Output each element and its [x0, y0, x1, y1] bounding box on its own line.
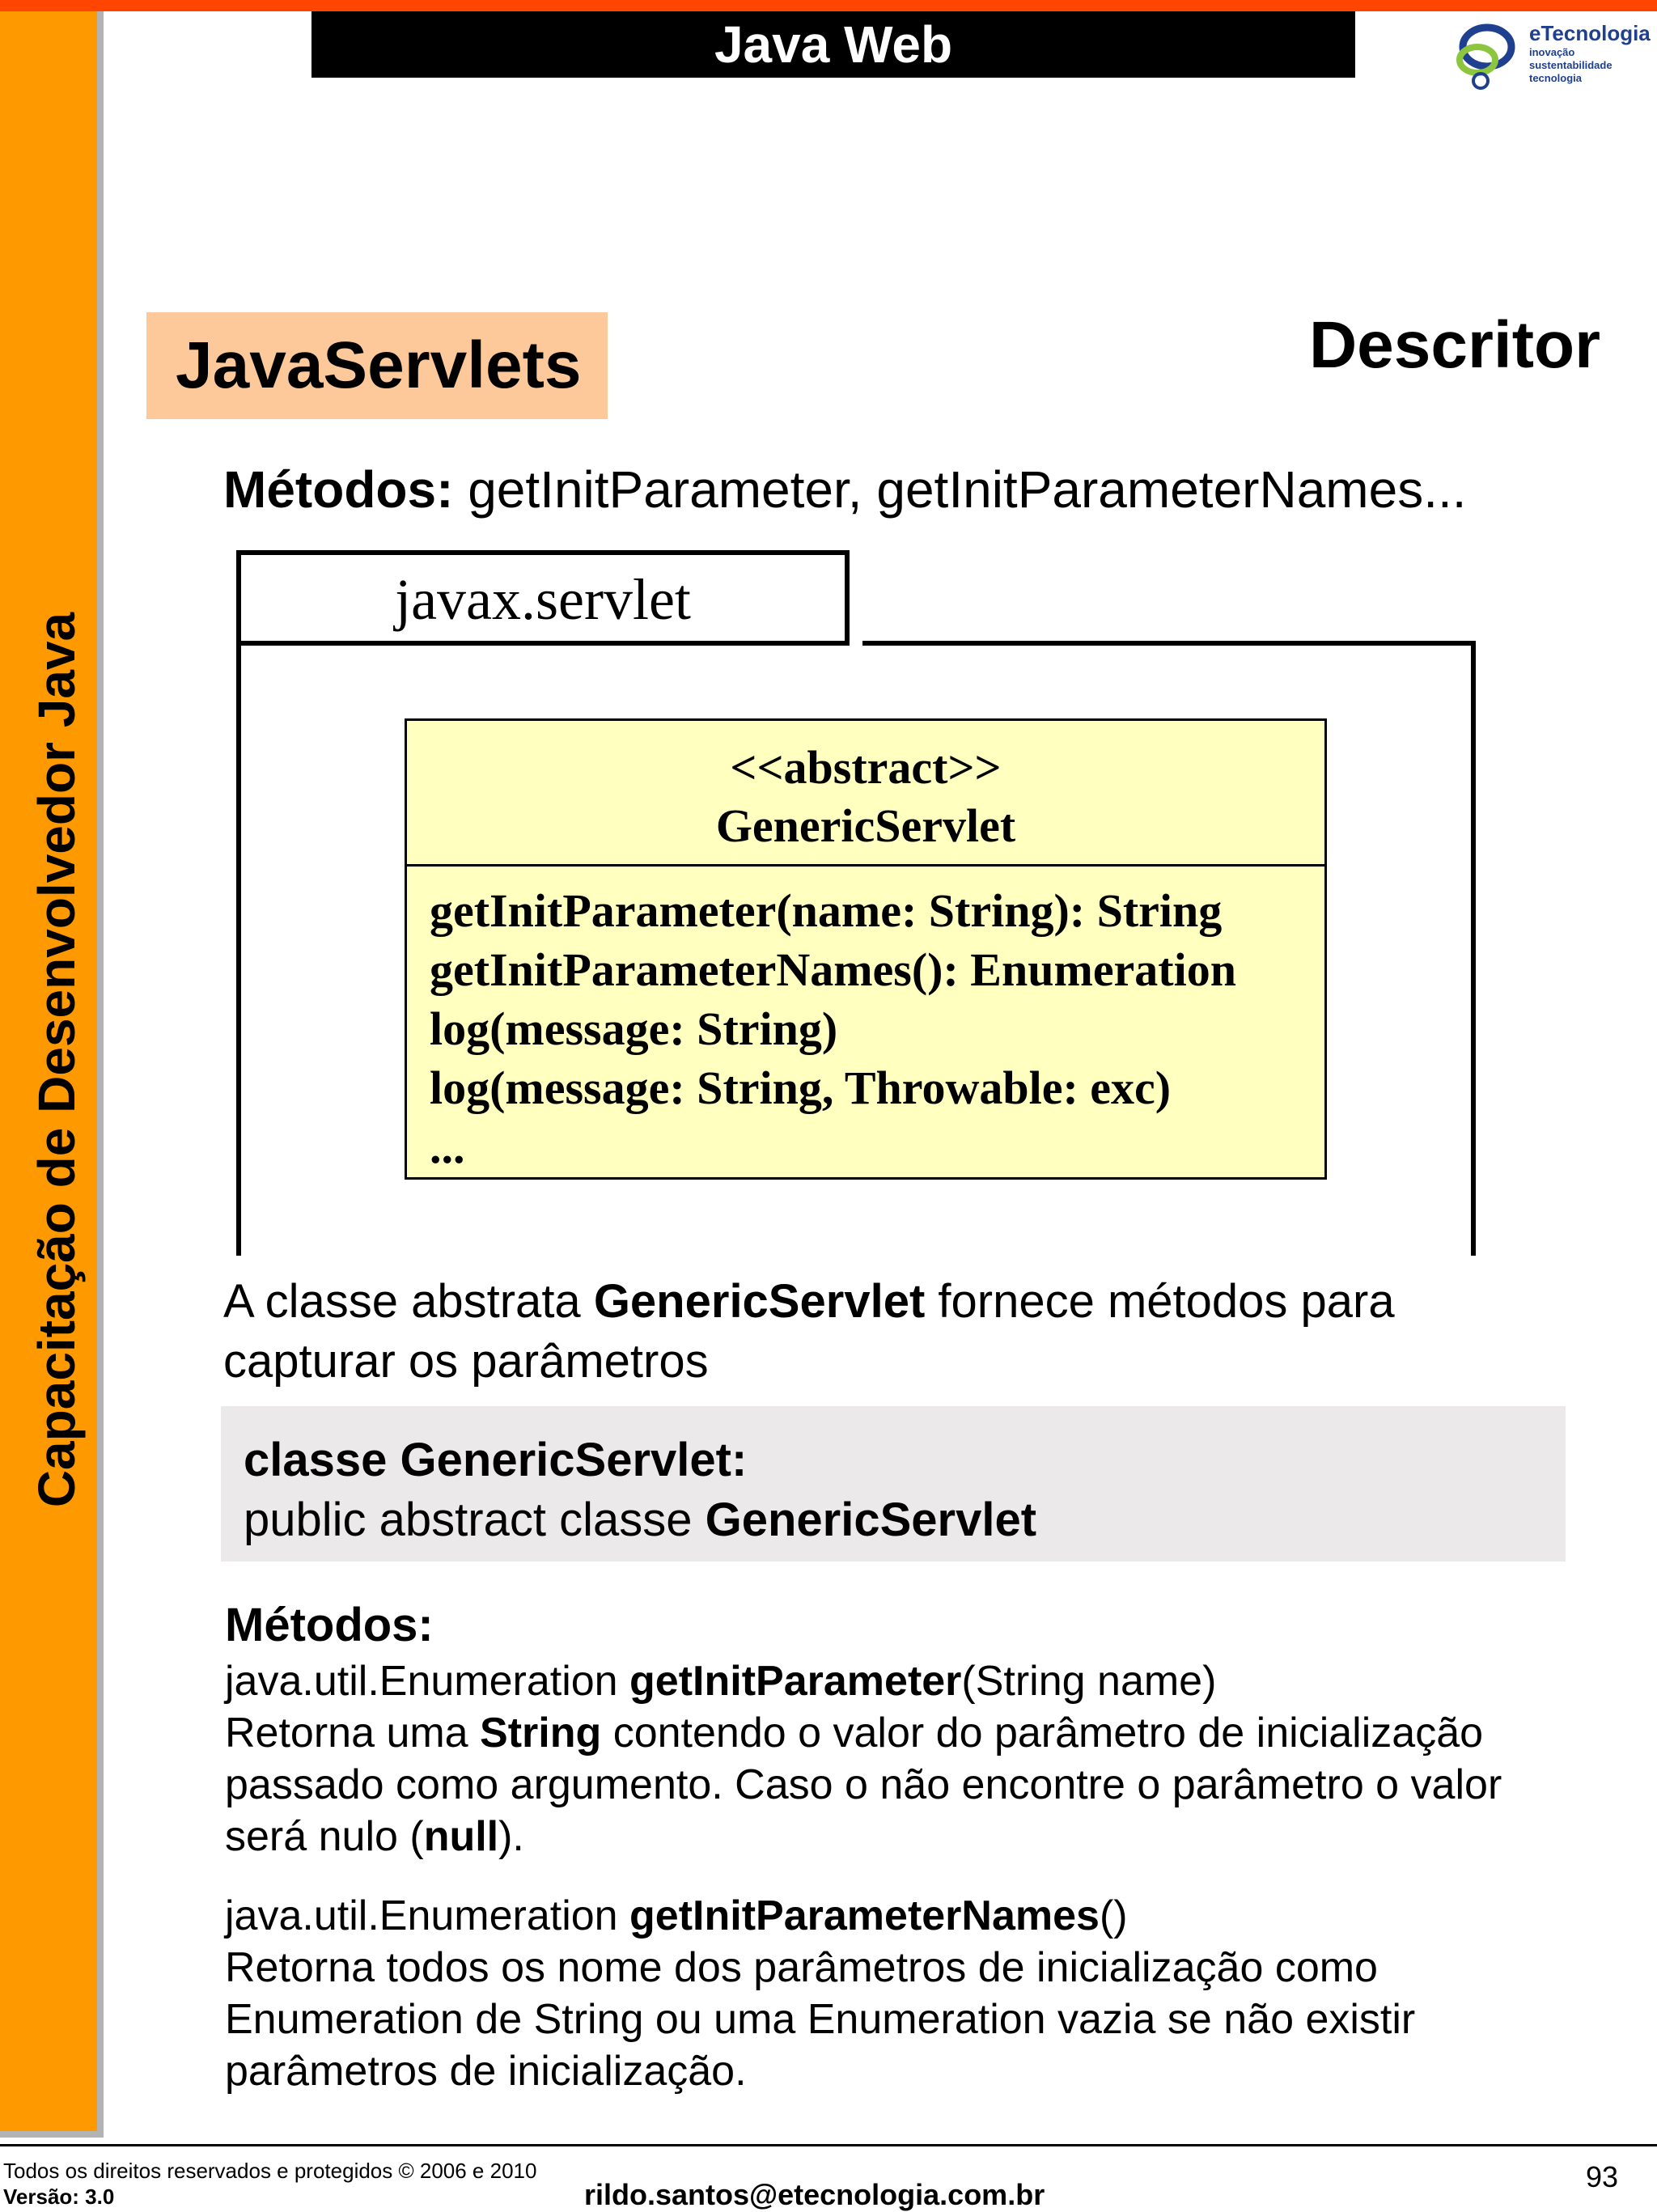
uml-operations [407, 867, 1324, 1176]
footer-version: Versão: 3.0 [3, 2184, 115, 2209]
uml-class-name: GenericServlet [715, 799, 1016, 852]
methods-title: Métodos: [225, 1599, 434, 1651]
page-number: 93 [1585, 2160, 1618, 2193]
methods-section [225, 1595, 1552, 2097]
method-2-signature [225, 1890, 1552, 1942]
logo-name [1529, 21, 1651, 85]
top-accent-bar [0, 0, 1657, 11]
method-2-return-type: java.util.Enumeration [225, 1892, 630, 1939]
method-2-name: getInitParameterNames [629, 1892, 1100, 1939]
footer-copyright: Todos os direitos reservados e protegidos © 2006 e 2010 [3, 2159, 537, 2183]
method-2-description: Retorna todos os nome dos parâmetros de inicialização como Enumeration de String ou uma Enumeration vazia se não existir parâmetros de inicialização. [225, 1944, 1416, 2095]
method-1-name: getInitParameter [629, 1658, 962, 1705]
method-1-return-type: java.util.Enumeration [225, 1658, 630, 1705]
uml-operation: getInitParameter(name: String): String [430, 884, 1223, 937]
methods-summary-label: Métodos: [223, 460, 454, 519]
uml-operation: ... [430, 1121, 465, 1173]
package-tab: javax.servlet [236, 550, 850, 646]
uml-operation: getInitParameterNames(): Enumeration [430, 943, 1236, 996]
method-1-description [225, 1707, 1552, 1862]
logo-icon [1448, 15, 1529, 95]
method-1-desc-d: null [423, 1813, 499, 1860]
logo-tagline-3: tecnologia [1529, 72, 1583, 84]
spacer [225, 1862, 1552, 1890]
uml-class-box [405, 718, 1327, 1180]
header-title: Java Web [311, 11, 1355, 78]
footer-email: rildo.santos@etecnologia.com.br [584, 2178, 1045, 2211]
sidebar-text: Capacitação de Desenvolvedor Java [28, 612, 86, 1508]
method-1-desc-b: String [480, 1710, 602, 1756]
class-declaration-box [221, 1406, 1566, 1562]
uml-class-header [407, 721, 1324, 867]
uml-stereotype: <<abstract>> [730, 741, 1002, 794]
method-1-signature [225, 1655, 1552, 1707]
footer-divider [0, 2144, 1657, 2146]
description-text-end: fornece métodos para capturar os parâmetros [223, 1275, 1395, 1388]
logo-tagline-1: inovação [1529, 46, 1575, 58]
class-declaration-title: classe GenericServlet: [244, 1434, 748, 1486]
description-text: A classe abstrata [223, 1275, 594, 1328]
method-1-params: (String name) [961, 1658, 1217, 1705]
method-2-params: () [1099, 1892, 1128, 1939]
section-title: Descritor [1308, 308, 1600, 382]
method-1-desc-c: contendo o valor do parâmetro de inicialização passado como argumento. Caso o não encontre o parâmetro o valor será nulo ( [225, 1710, 1502, 1860]
class-declaration-line [244, 1490, 1566, 1550]
sidebar-shadow-bottom [0, 2131, 104, 2138]
method-1-desc-a: Retorna uma [225, 1710, 481, 1756]
title-badge: JavaServlets [146, 312, 608, 419]
methods-summary-text: getInitParameter, getInitParameterNames... [453, 460, 1467, 519]
class-description [223, 1272, 1550, 1392]
logo-tagline-2: sustentabilidade [1529, 59, 1613, 71]
declaration-class: GenericServlet [705, 1494, 1037, 1546]
uml-operation: log(message: String) [430, 1002, 838, 1055]
package-frame-gap [850, 639, 862, 649]
method-1-desc-e: ). [498, 1813, 524, 1860]
methods-summary [223, 460, 1467, 519]
declaration-text: public abstract classe [244, 1494, 706, 1546]
sidebar-shadow [97, 11, 104, 2131]
logo-title: eTecnologia [1529, 21, 1651, 45]
uml-operation: log(message: String, Throwable: exc) [430, 1062, 1172, 1114]
description-class: GenericServlet [593, 1275, 926, 1328]
